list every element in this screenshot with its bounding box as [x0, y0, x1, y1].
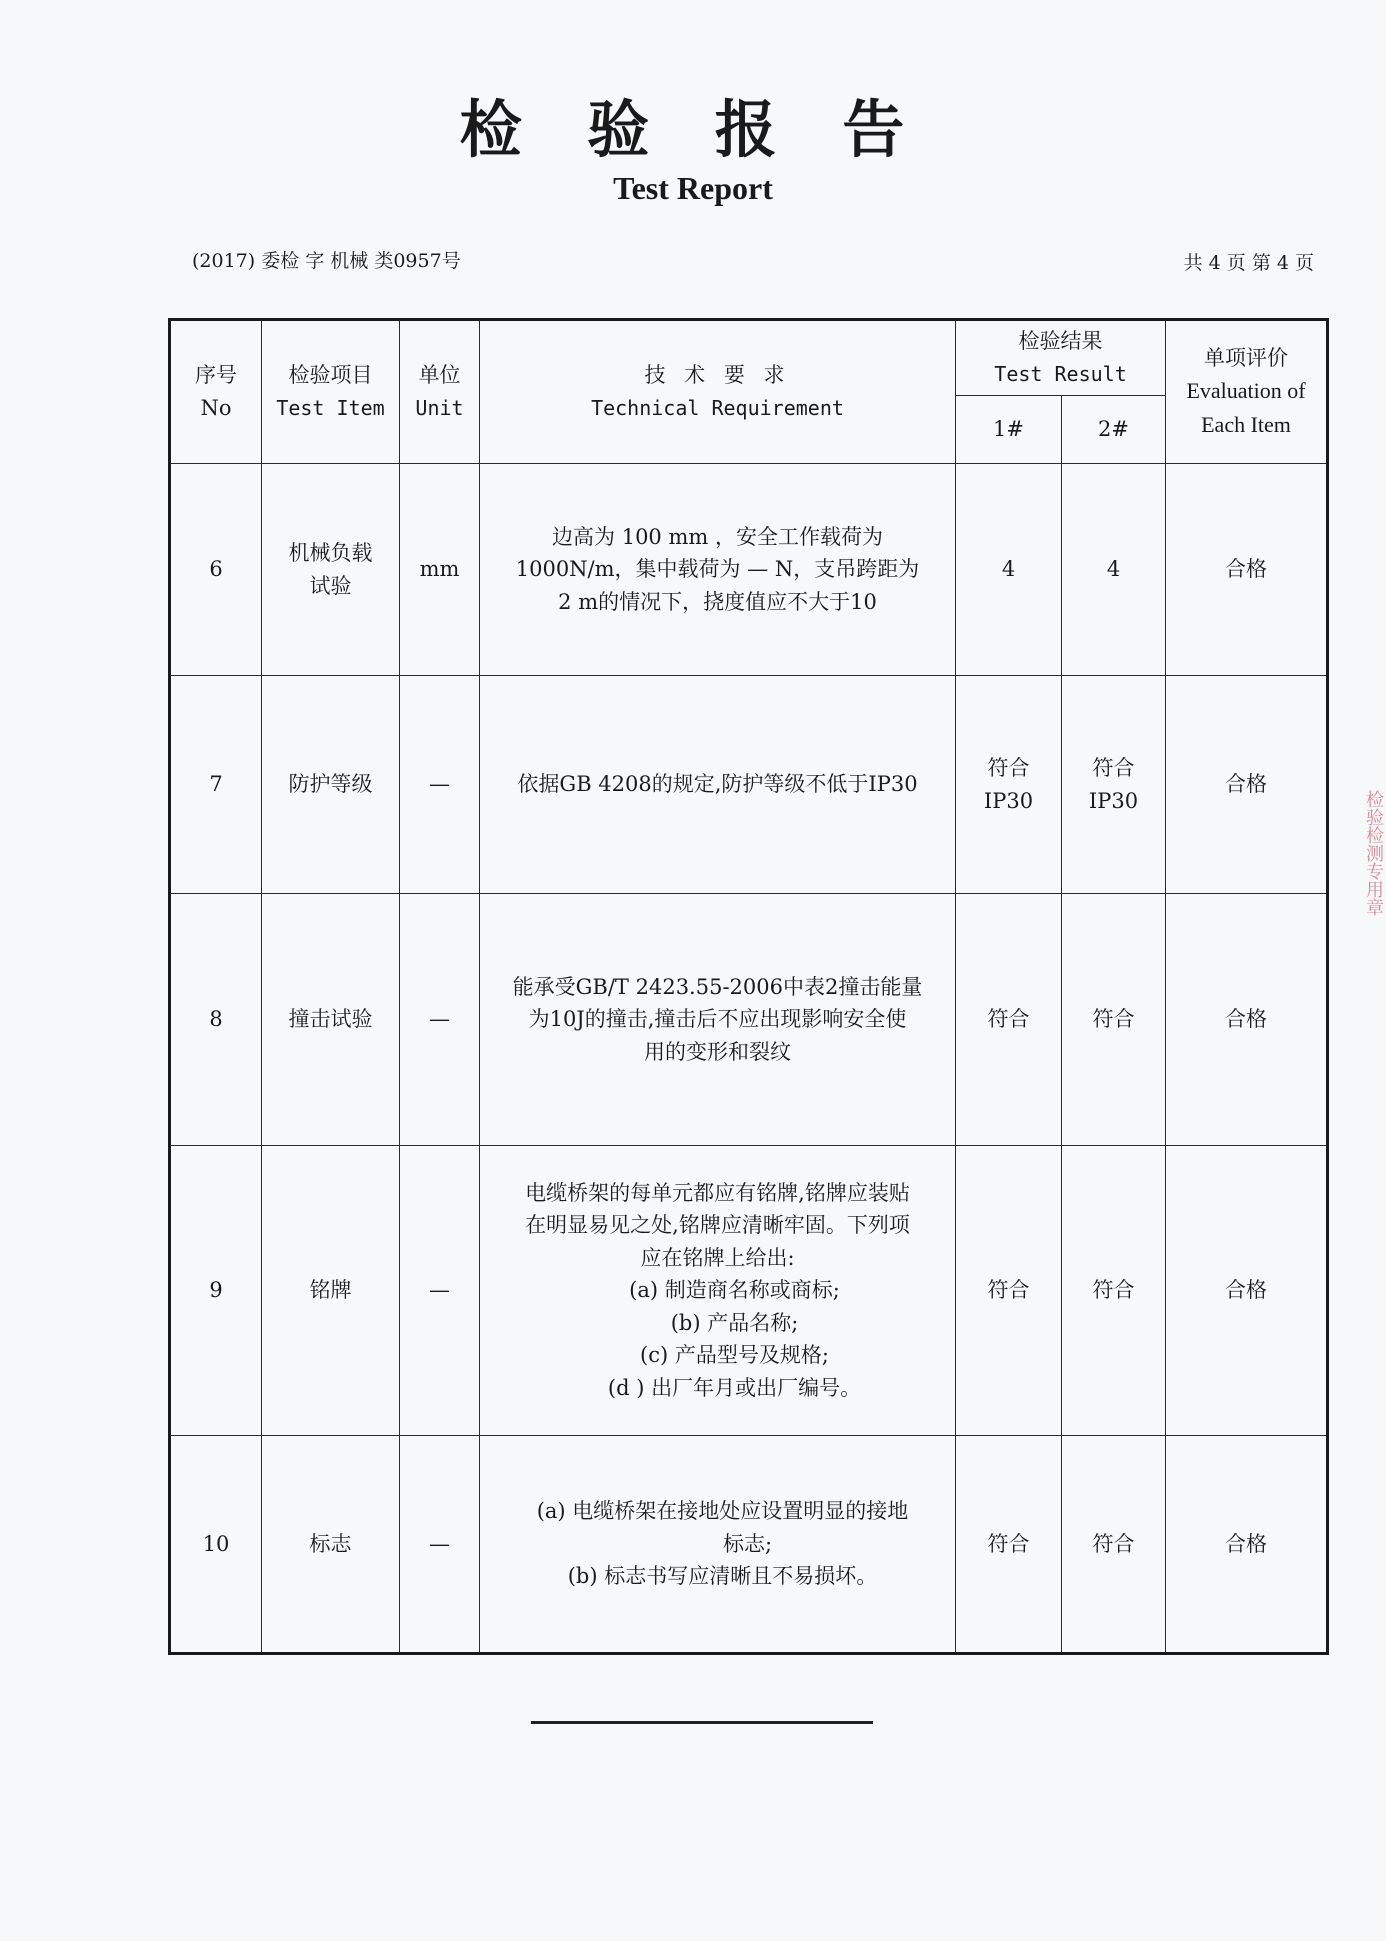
header-test-result: 检验结果 Test Result — [956, 320, 1166, 396]
row-result-1: 符合 — [956, 1436, 1062, 1654]
row-unit: — — [400, 676, 480, 894]
row-result-1: 符合 — [956, 1146, 1062, 1436]
table-row — [170, 676, 1328, 894]
header-evaluation: 单项评价 Evaluation of Each Item — [1166, 320, 1328, 464]
report-number: (2017) 委检 字 机械 类0957号 — [192, 250, 461, 272]
row-evaluation: 合格 — [1166, 894, 1328, 1146]
row-evaluation: 合格 — [1166, 1146, 1328, 1436]
row-result-1: 符合 IP30 — [956, 676, 1062, 894]
table-row — [170, 894, 1328, 1146]
row-evaluation: 合格 — [1166, 464, 1328, 676]
test-result-table — [168, 318, 1329, 1655]
header-no: 序号 No — [170, 320, 262, 464]
row-no: 6 — [170, 464, 262, 676]
row-requirement: 电缆桥架的每单元都应有铭牌,铭牌应装贴 在明显易见之处,铭牌应清晰牢固。下列项 应在铭牌上给出: (a) 制造商名称或商标; (b) 产品名称; (c) 产品型号及规格; (d ) 出厂年月或出厂编号。 — [480, 1146, 956, 1436]
row-no: 8 — [170, 894, 262, 1146]
row-result-2: 符合 — [1062, 1436, 1166, 1654]
title-chinese: 检 验 报 告 — [459, 93, 927, 166]
header-unit: 单位 Unit — [400, 320, 480, 464]
row-requirement: 能承受GB/T 2423.55-2006中表2撞击能量 为10J的撞击,撞击后不应出现影响安全使 用的变形和裂纹 — [480, 894, 956, 1146]
row-no: 7 — [170, 676, 262, 894]
row-requirement: 边高为 100 mm ，安全工作载荷为 1000N/m，集中载荷为 — N，支吊跨距为 2 m的情况下，挠度值应不大于10 — [480, 464, 956, 676]
row-test-item: 标志 — [262, 1436, 400, 1654]
row-test-item: 铭牌 — [262, 1146, 400, 1436]
row-evaluation: 合格 — [1166, 1436, 1328, 1654]
header-row — [170, 320, 1328, 396]
row-result-2: 符合 — [1062, 894, 1166, 1146]
row-result-2: 符合 — [1062, 1146, 1166, 1436]
row-unit: — — [400, 1146, 480, 1436]
table-row — [170, 1146, 1328, 1436]
row-requirement: 依据GB 4208的规定,防护等级不低于IP30 — [480, 676, 956, 894]
row-test-item: 防护等级 — [262, 676, 400, 894]
row-unit: — — [400, 1436, 480, 1654]
row-requirement: (a) 电缆桥架在接地处应设置明显的接地 标志; (b) 标志书写应清晰且不易损坏。 — [480, 1436, 956, 1654]
page-count: 共 4 页 第 4 页 — [1183, 252, 1314, 274]
header-sample-2: 2# — [1062, 396, 1166, 464]
seal-stamp: 检验检测专用章 — [1363, 790, 1384, 916]
header-sample-1: 1# — [956, 396, 1062, 464]
table-row — [170, 464, 1328, 676]
row-evaluation: 合格 — [1166, 676, 1328, 894]
row-test-item: 机械负载 试验 — [262, 464, 400, 676]
footer-divider — [531, 1721, 873, 1724]
row-unit: — — [400, 894, 480, 1146]
row-no: 9 — [170, 1146, 262, 1436]
row-result-2: 4 — [1062, 464, 1166, 676]
row-result-1: 符合 — [956, 894, 1062, 1146]
row-test-item: 撞击试验 — [262, 894, 400, 1146]
row-no: 10 — [170, 1436, 262, 1654]
table-row — [170, 1436, 1328, 1654]
row-result-1: 4 — [956, 464, 1062, 676]
title-english: Test Report — [613, 170, 773, 206]
header-test-item: 检验项目 Test Item — [262, 320, 400, 464]
header-technical-requirement: 技 术 要 求 Technical Requirement — [480, 320, 956, 464]
row-unit: mm — [400, 464, 480, 676]
row-result-2: 符合 IP30 — [1062, 676, 1166, 894]
